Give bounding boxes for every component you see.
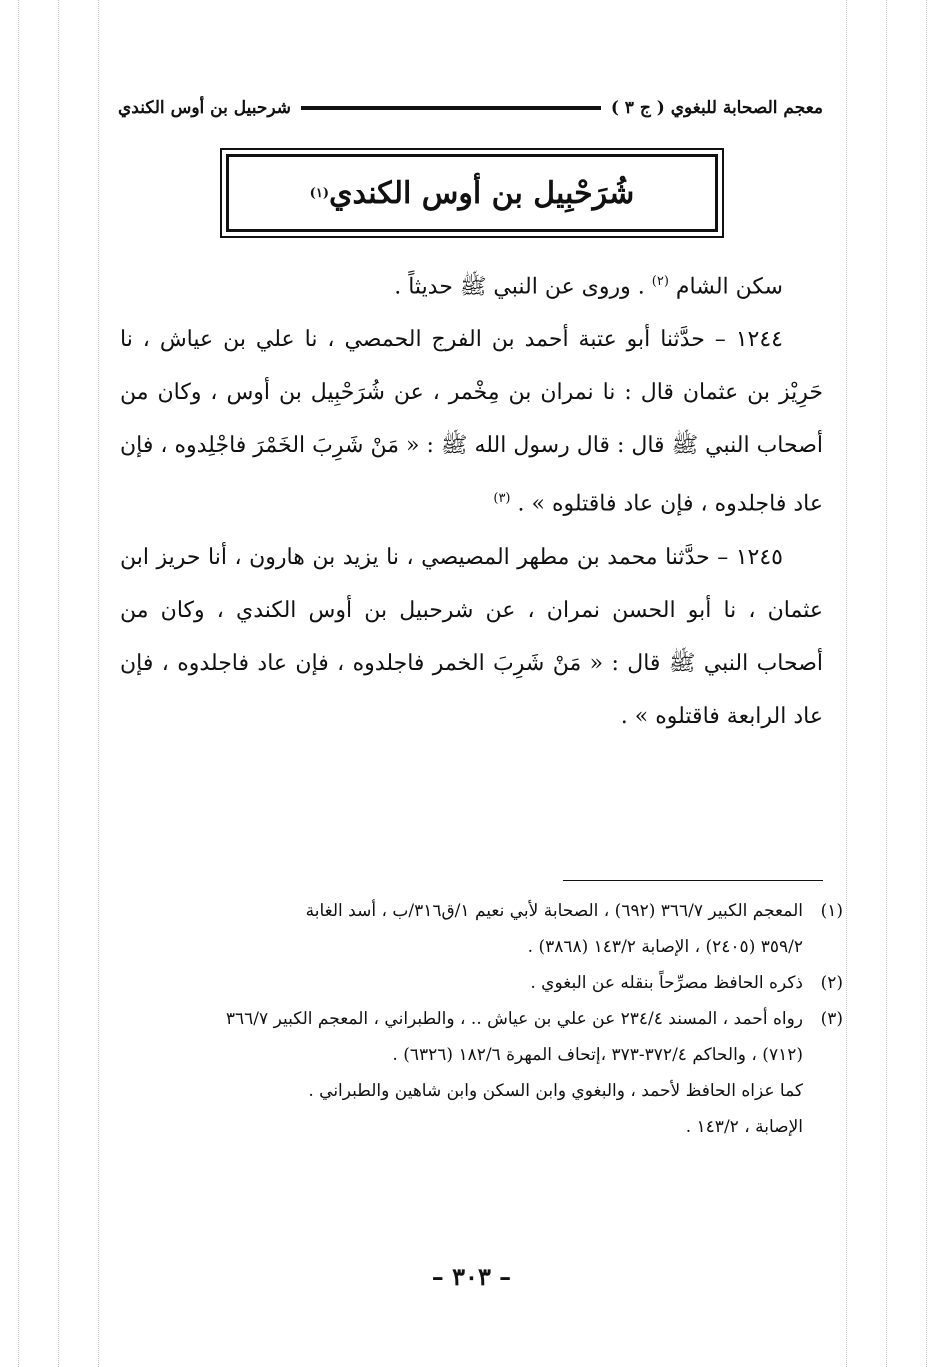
hadith-1245 [120, 531, 823, 743]
footnote-line: الإصابة ، ١٤٣/٢ . [685, 1117, 803, 1137]
main-text [120, 255, 823, 743]
hadith-1244 [120, 313, 823, 530]
margin-guide-line [18, 0, 19, 1367]
footnote-line: المعجم الكبير ٣٦٦/٧ (٦٩٢) ، الصحابة لأبي نعيم ١/ق٣١٦/ب ، أسد الغابة [305, 901, 803, 921]
footnote-line: ذكره الحافظ مصرِّحاً بنقله عن البغوي . [530, 973, 803, 993]
entry-title [226, 154, 718, 232]
footnote-3 [120, 1001, 843, 1145]
intro-after: . وروى عن النبي ﷺ حديثاً . [394, 274, 645, 300]
intro-paragraph [120, 255, 823, 313]
footnote-line: رواه أحمد ، المسند ٢٣٤/٤ عن علي بن عياش .. ، والطبراني ، المعجم الكبير ٣٦٦/٧ [225, 1009, 803, 1029]
entry-title-box [220, 148, 724, 238]
footnote-2 [120, 965, 843, 1001]
footnote-1 [120, 893, 843, 965]
header-entry-name: شرحبيل بن أوس الكندي [118, 98, 292, 118]
running-header [118, 94, 823, 122]
hadith-1244-footnote-ref: (٣) [493, 491, 511, 507]
header-book-title: معجم الصحابة للبغوي ( ج ٣ ) [610, 98, 823, 118]
hadith-1244-text: ١٢٤٤ – حدَّثنا أبو عتبة أحمد بن الفرج الحمصي ، نا علي بن عياش ، نا حَرِيْز بن عثمان قال : نا نمران بن مِخْمر ، عن شُرَحْبِيل بن أوس ، وكان من أصحاب النبي ﷺ قال : قال رسول الله ﷺ : « مَنْ شَرِبَ الخَمْرَ فاجْلِدوه ، فإن عاد فاجلدوه ، فإن عاد فاقتلوه » . [120, 327, 823, 517]
title-footnote-ref: (١) [309, 185, 329, 201]
intro-before: سكن الشام [675, 274, 783, 300]
footnote-number: (٢) [820, 973, 843, 993]
page-number: – ٣٠٣ – [431, 1262, 512, 1291]
margin-guide-line [886, 0, 887, 1367]
header-rule [301, 106, 601, 110]
intro-footnote-ref: (٢) [651, 274, 669, 289]
entry-title-text: شُرَحْبِيل بن أوس الكندي [328, 175, 635, 211]
footnote-separator [563, 880, 823, 881]
margin-guide-line [58, 0, 59, 1367]
hadith-1245-text: ١٢٤٥ – حدَّثنا محمد بن مطهر المصيصي ، نا يزيد بن هارون ، أنا حريز ابن عثمان ، نا أبو الحسن نمران ، عن شرحبيل بن أوس الكندي ، وكان من أصحاب النبي ﷺ قال : « مَنْ شَرِبَ الخمر فاجلدوه ، فإن عاد فاجلدوه ، فإن عاد الرابعة فاقتلوه » . [120, 544, 823, 729]
footnote-line: ٣٥٩/٢ (٢٤٠٥) ، الإصابة ١٤٣/٢ (٣٨٦٨) . [527, 937, 803, 957]
footnote-line: (٧١٢) ، والحاكم ٣٧٢/٤-٣٧٣ ،إتحاف المهرة ١٨٢/٦ (٦٣٢٦) . [392, 1045, 803, 1065]
footnote-number: (٣) [820, 1009, 843, 1029]
footnote-line: كما عزاه الحافظ لأحمد ، والبغوي وابن السكن وابن شاهين والطبراني . [308, 1081, 803, 1101]
margin-guide-line [926, 0, 927, 1367]
footnotes [120, 893, 843, 1145]
margin-guide-line [846, 0, 847, 1367]
footnote-number: (١) [820, 901, 843, 921]
margin-guide-line [98, 0, 99, 1367]
